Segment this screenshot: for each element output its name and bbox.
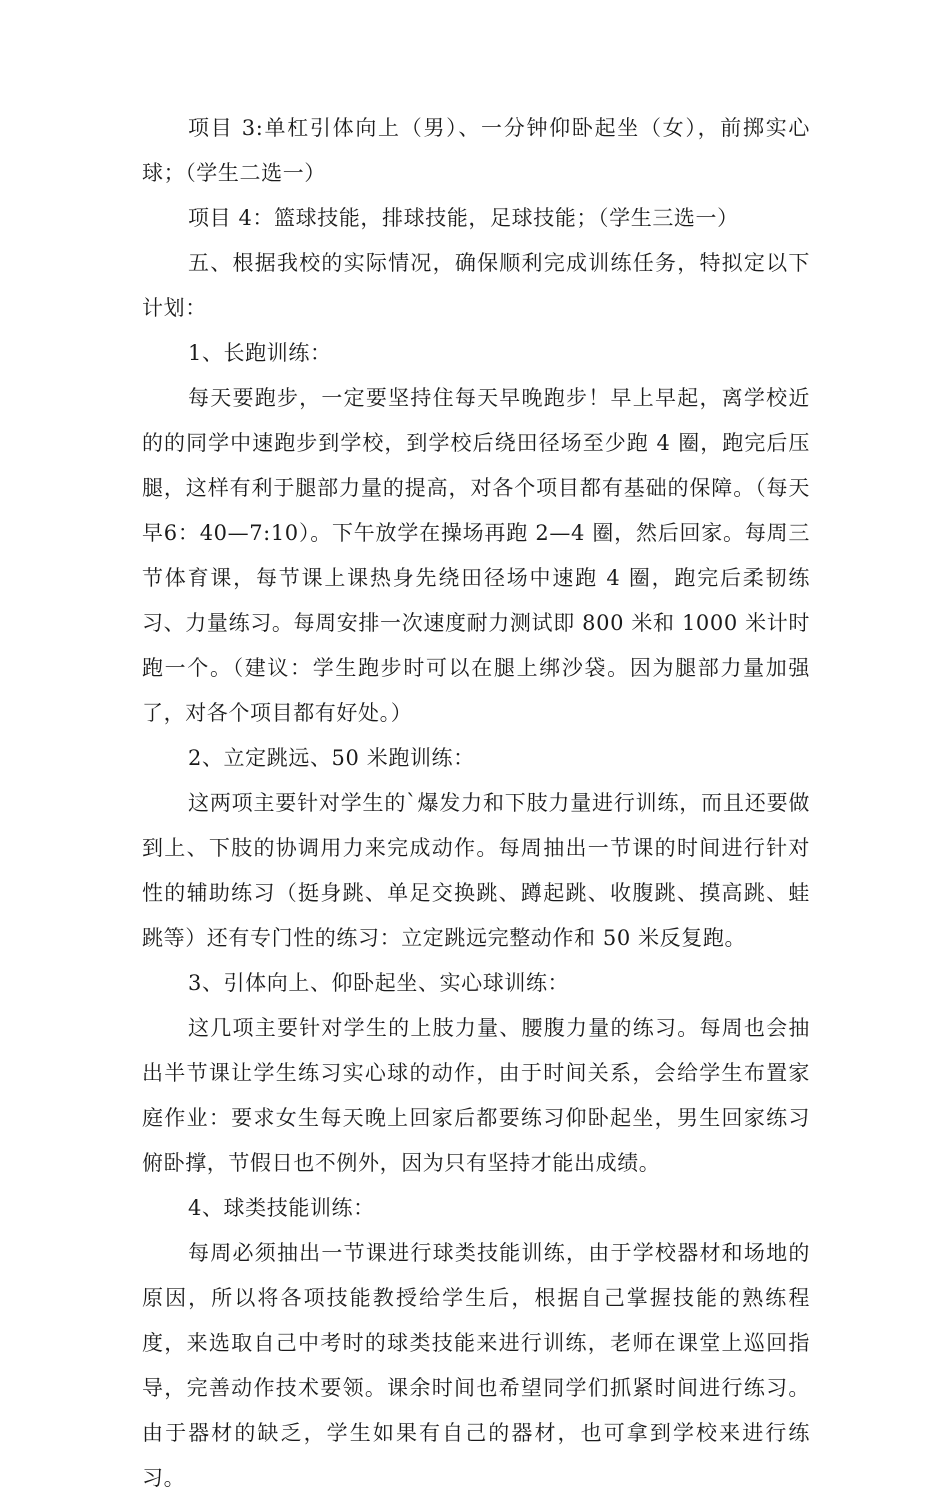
paragraph-section-five: 五、根据我校的实际情况，确保顺利完成训练任务，特拟定以下计划： (142, 251, 810, 320)
heading-pullup-situp-training: 3、引体向上、仰卧起坐、实心球训练： (188, 971, 570, 995)
document-body (142, 106, 810, 1501)
paragraph-long-run: 每天要跑步，一定要坚持住每天早晚跑步！早上早起，离学校近的的同学中速跑步到学校，到学校后绕田径场至少跑 4 圈，跑完后压腿，这样有利于腿部力量的提高，对各个项目都有基础的保障。（每天早6：40—7:10）。下午放学在操场再跑 2—4 圈，然后回家。每周三节体育课，每节课上课热身先绕田径场中速跑 4 圈，跑完后柔韧练习、力量练习。每周安排一次速度耐力测试即 800 米和 1000 米计时跑一个。（建议：学生跑步时可以在腿上绑沙袋。因为腿部力量加强了，对各个项目都有好处。） (142, 386, 810, 725)
heading-standing-jump-training: 2、立定跳远、50 米跑训练： (188, 746, 475, 770)
paragraph-ball-skills: 每周必须抽出一节课进行球类技能训练，由于学校器材和场地的原因，所以将各项技能教授给学生后，根据自己掌握技能的熟练程度，来选取自己中考时的球类技能来进行训练，老师在课堂上巡回指导，完善动作技术要领。课余时间也希望同学们抓紧时间进行练习。由于器材的缺乏，学生如果有自己的器材，也可拿到学校来进行练习。 (142, 1241, 810, 1490)
paragraph-item-3: 项目 3:单杠引体向上（男）、一分钟仰卧起坐（女），前掷实心球；（学生二选一） (142, 116, 810, 185)
paragraph-standing-jump: 这两项主要针对学生的`爆发力和下肢力量进行训练，而且还要做到上、下肢的协调用力来完成动作。每周抽出一节课的时间进行针对性的辅助练习（挺身跳、单足交换跳、蹲起跳、收腹跳、摸高跳、蛙跳等）还有专门性的练习：立定跳远完整动作和 50 米反复跑。 (142, 791, 810, 950)
heading-ball-skills-training: 4、球类技能训练： (188, 1196, 375, 1220)
heading-long-run-training: 1、长跑训练： (188, 341, 332, 365)
paragraph-pullup-situp: 这几项主要针对学生的上肢力量、腰腹力量的练习。每周也会抽出半节课让学生练习实心球的动作，由于时间关系，会给学生布置家庭作业：要求女生每天晚上回家后都要练习仰卧起坐，男生回家练习俯卧撑，节假日也不例外，因为只有坚持才能出成绩。 (142, 1016, 810, 1175)
paragraph-item-4: 项目 4：篮球技能，排球技能，足球技能；（学生三选一） (188, 206, 739, 230)
